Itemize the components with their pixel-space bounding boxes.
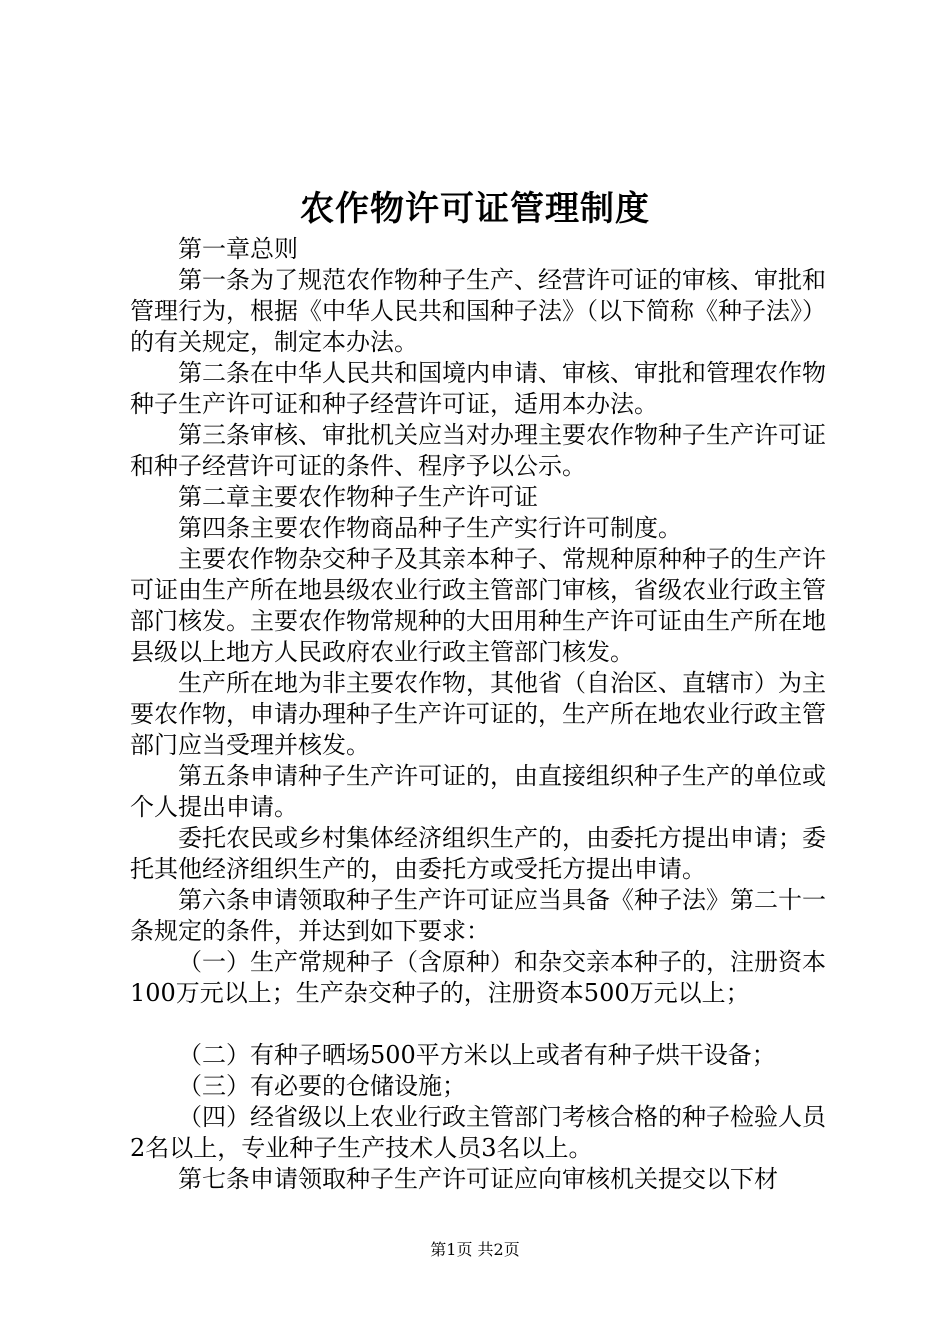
document-body: [130, 234, 826, 1195]
chapter-heading: 第二章主要农作物种子生产许可证: [178, 483, 538, 511]
document-title: 农作物许可证管理制度: [300, 189, 650, 229]
paragraph: 生产所在地为非主要农作物，其他省（自治区、直辖市）为主要农作物，申请办理种子生产许可证的，生产所在地农业行政主管部门应当受理并核发。: [130, 669, 826, 759]
list-item: （四）经省级以上农业行政主管部门考核合格的种子检验人员2名以上，专业种子生产技术人员3名以上。: [130, 1103, 826, 1162]
paragraph: 第一条为了规范农作物种子生产、经营许可证的审核、审批和管理行为，根据《中华人民共和国种子法》（以下简称《种子法》）的有关规定，制定本办法。: [130, 266, 826, 356]
paragraph: 主要农作物杂交种子及其亲本种子、常规种原种种子的生产许可证由生产所在地县级农业行政主管部门审核，省级农业行政主管部门核发。主要农作物常规种的大田用种生产许可证由生产所在地县级以上地方人民政府农业行政主管部门核发。: [130, 545, 826, 666]
list-item: （三）有必要的仓储设施；: [178, 1072, 466, 1100]
paragraph: 第三条审核、审批机关应当对办理主要农作物种子生产许可证和种子经营许可证的条件、程序予以公示。: [130, 421, 826, 480]
paragraph: 第七条申请领取种子生产许可证应向审核机关提交以下材: [178, 1165, 778, 1193]
list-item: （二）有种子晒场500平方米以上或者有种子烘干设备；: [178, 1041, 776, 1069]
paragraph: 第四条主要农作物商品种子生产实行许可制度。: [178, 514, 682, 542]
paragraph: 第五条申请种子生产许可证的，由直接组织种子生产的单位或个人提出申请。: [130, 762, 826, 821]
chapter-heading: 第一章总则: [178, 235, 298, 263]
paragraph: 委托农民或乡村集体经济组织生产的，由委托方提出申请；委托其他经济组织生产的，由委托方或受托方提出申请。: [130, 824, 826, 883]
paragraph: 第二条在中华人民共和国境内申请、审核、审批和管理农作物种子生产许可证和种子经营许可证，适用本办法。: [130, 359, 826, 418]
paragraph: 第六条申请领取种子生产许可证应当具备《种子法》第二十一条规定的条件，并达到如下要求：: [130, 886, 826, 945]
page-footer: 第1页 共2页: [430, 1240, 520, 1259]
list-item: （一）生产常规种子（含原种）和杂交亲本种子的，注册资本100万元以上；生产杂交种子的，注册资本500万元以上；: [130, 948, 826, 1007]
